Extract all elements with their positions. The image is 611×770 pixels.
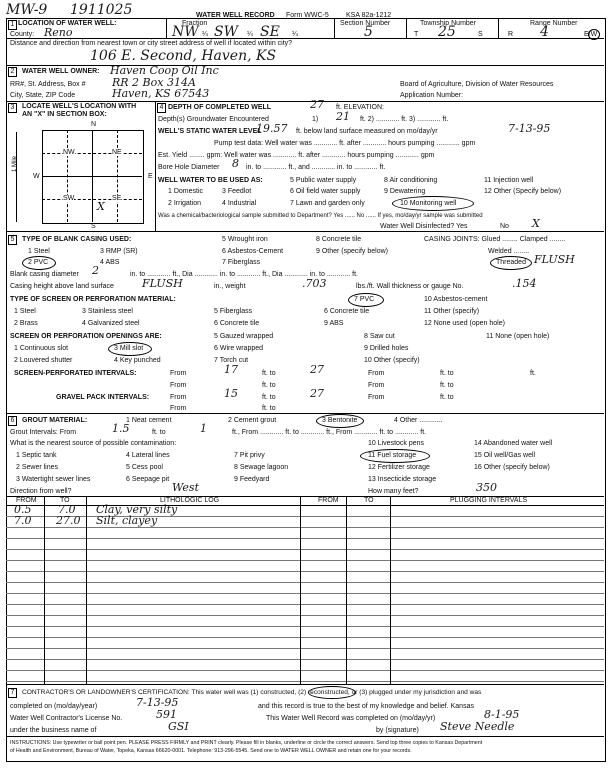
use-label: WELL WATER TO BE USED AS: (158, 177, 263, 184)
quad-ne: NE (112, 149, 122, 156)
owner-value[interactable]: Haven Coop Oil Inc (110, 64, 219, 77)
spi-ft: ft. (530, 370, 536, 377)
section-4-number: 4 (157, 103, 166, 113)
open-3[interactable]: 3 Mill slot (114, 345, 144, 352)
log-row-line (6, 626, 604, 627)
log-header-to2: TO (364, 497, 374, 504)
source-8[interactable]: 8 Sewage lagoon (234, 464, 289, 471)
pvc-circle (22, 256, 56, 270)
source-1[interactable]: 1 Septic tank (16, 452, 57, 459)
source-5[interactable]: 5 Cess pool (126, 464, 163, 471)
weight-value[interactable]: .703 (302, 277, 327, 290)
compass-w: W (33, 173, 40, 180)
log-row-line (6, 582, 604, 583)
welded-label: Welded ........ (488, 248, 530, 255)
form-title: WATER WELL RECORD (196, 12, 275, 19)
casing-8[interactable]: 8 Concrete tile (316, 236, 362, 243)
section-2-number: 2 (8, 67, 17, 77)
log-row-2-desc[interactable]: Silt, clayey (96, 514, 158, 527)
casing-3[interactable]: 3 RMP (SR) (100, 248, 138, 255)
log-row-line (6, 648, 604, 649)
casing-9[interactable]: 9 Other (specify below) (316, 248, 388, 255)
gpi-to3-label: ft. to (262, 405, 276, 412)
height-label: Casing height above land surface (10, 283, 114, 290)
open-6[interactable]: 6 Wire wrapped (214, 345, 264, 352)
howmany-value[interactable]: 350 (476, 481, 497, 494)
source-6[interactable]: 6 Seepage pit (126, 476, 170, 483)
fraction-2[interactable]: SW (214, 24, 238, 40)
source-14[interactable]: 14 Abandoned water well (474, 440, 553, 447)
distance-label: Distance and direction from nearest town or city street address of well if located within city? (10, 40, 293, 47)
grout-rest: ft., From ............ ft. to ............ ft., From ............ ft. to ............ ft. (232, 429, 427, 436)
screen-6[interactable]: 6 Concrete tile (214, 320, 260, 327)
gpi-to[interactable]: 27 (310, 387, 324, 400)
mill-slot-circle (108, 342, 152, 356)
static-rest: ft. below land surface measured on mo/day/yr (296, 128, 438, 135)
joints-label: CASING JOINTS: Glued ........ Clamped ........ (424, 236, 566, 243)
spi-to3-label: ft. to (262, 382, 276, 389)
no-mark[interactable]: X (532, 217, 540, 230)
diameter-value[interactable]: 2 (92, 264, 99, 277)
grout-1[interactable]: 1 Neat cement (126, 417, 172, 424)
range-number[interactable]: 4 (540, 24, 549, 40)
quarter-2: ¼ (247, 31, 253, 38)
diameter-label: Blank casing diameter (10, 271, 79, 278)
threaded-label[interactable]: Threaded (496, 259, 526, 266)
spi-to-label: ft. to (262, 370, 276, 377)
bore-value[interactable]: 8 (232, 157, 239, 170)
depth-value[interactable]: 27 (310, 98, 324, 111)
use-9[interactable]: 9 Dewatering (384, 188, 426, 195)
fuel-storage-circle (360, 449, 430, 463)
bore-label: Bore Hole Diameter (158, 164, 220, 171)
static-date[interactable]: 7-13-95 (508, 122, 551, 135)
open-9[interactable]: 9 Drilled holes (364, 345, 409, 352)
grout-to[interactable]: 1 (200, 422, 207, 435)
source-2[interactable]: 2 Sewer lines (16, 464, 59, 471)
groundwater-label: Depth(s) Groundwater Encountered (158, 116, 269, 123)
log-row-line (6, 615, 604, 616)
section-6-number: 6 (8, 416, 17, 426)
no-label: No (500, 223, 509, 230)
log-header-from: FROM (16, 497, 37, 504)
county-value[interactable]: Reno (44, 26, 73, 39)
gpi-label: GRAVEL PACK INTERVALS: (56, 394, 150, 401)
height-value[interactable]: FLUSH (142, 277, 183, 290)
source-12[interactable]: 12 Fertilizer storage (368, 464, 430, 471)
location-x-mark[interactable]: X (97, 200, 105, 213)
compass-n: N (91, 121, 97, 128)
bentonite-circle (316, 414, 364, 428)
completed-value[interactable]: 7-13-95 (136, 696, 179, 709)
location-label: LOCATION OF WATER WELL: (18, 20, 117, 27)
disinfected-label: Water Well Disinfected? Yes (380, 223, 468, 230)
compass-e: E (148, 173, 153, 180)
quad-se: SE (112, 195, 122, 202)
use-6[interactable]: 6 Oil field water supply (290, 188, 361, 195)
open-8[interactable]: 8 Saw cut (364, 333, 395, 340)
section-number-label: Section Number (340, 20, 391, 27)
screen-2[interactable]: 2 Brass (14, 320, 38, 327)
casing-1[interactable]: 1 Steel (28, 248, 50, 255)
source-4[interactable]: 4 Lateral lines (126, 452, 170, 459)
quarter-3: ¼ (292, 31, 298, 38)
diameter-rest: in. to ............ ft., Dia ............ in. to ............ ft., Dia ............ in. to ............ ft. (130, 271, 358, 278)
section-box (42, 130, 144, 224)
casing-6[interactable]: 6 Asbestos-Cement (222, 248, 284, 255)
mile-label: 1 Mile (12, 155, 18, 172)
log-row-line (6, 527, 604, 528)
open-10[interactable]: 10 Other (specify) (364, 357, 420, 364)
grout-3[interactable]: 3 Bentonite (322, 417, 358, 424)
screen-3[interactable]: 3 Stainless steel (82, 308, 133, 315)
log-header-to: TO (60, 497, 70, 504)
r-prefix: R (508, 31, 514, 38)
constructed-circle (308, 686, 356, 699)
application-label: Application Number: (400, 92, 464, 99)
log-header-plugging: PLUGGING INTERVALS (450, 497, 528, 504)
log-row-line (6, 560, 604, 561)
static-label: WELL'S STATIC WATER LEVEL (158, 128, 262, 135)
ksa-number: KSA 82a-1212 (346, 12, 392, 19)
grout-from[interactable]: 1.5 (112, 422, 130, 435)
spi-to2-label: ft. to (440, 370, 454, 377)
record-label: This Water Well Record was completed on (mo/day/yr) (266, 715, 436, 722)
address-value[interactable]: 106 E. Second, Haven, KS (90, 48, 277, 64)
direction-value[interactable]: West (172, 481, 199, 494)
grout-label: GROUT MATERIAL: (22, 417, 88, 424)
source-label: What is the nearest source of possible contamination: (10, 440, 177, 447)
locate-label-1: LOCATE WELL'S LOCATION WITH (22, 103, 137, 110)
log-header-from2: FROM (318, 497, 339, 504)
use-2[interactable]: 2 Irrigation (168, 200, 202, 207)
open-11[interactable]: 11 None (open hole) (486, 333, 550, 340)
gpi-to2-label: ft. to (440, 394, 454, 401)
rr-value[interactable]: RR 2 Box 314A (112, 76, 196, 89)
log-row-line (6, 549, 604, 550)
casing-2[interactable]: 2 PVC (28, 259, 49, 266)
screen-1[interactable]: 1 Steel (14, 308, 36, 315)
ew-label: E/W (584, 31, 598, 38)
code-handwritten: 1911025 (70, 2, 133, 18)
direction-label: Direction from well? (10, 488, 72, 495)
source-10[interactable]: 10 Livestock pens (368, 440, 425, 447)
screen-4[interactable]: 4 Galvanized steel (82, 320, 140, 327)
est-yield: Est. Yield ........ gpm: Well water was ............ ft. after ............ hours pumping ............ gpm (158, 152, 435, 159)
grout-to-label: ft. to (152, 429, 166, 436)
gw1-num: 1) (312, 116, 319, 123)
gpi-from3-label: From (170, 405, 187, 412)
open-1[interactable]: 1 Continuous slot (14, 345, 69, 352)
log-row-line (6, 659, 604, 660)
fraction-1[interactable]: NW (172, 24, 199, 40)
groundwater-rest: ft. 2) ............ ft. 3) ............ ft. (360, 116, 449, 123)
screen-8[interactable]: 6 Concrete tile (324, 308, 370, 315)
section-1-number: 1 (8, 20, 17, 30)
city-value[interactable]: Haven, KS 67543 (112, 87, 210, 100)
spi-from3-label: From (170, 382, 187, 389)
screen-12[interactable]: 12 None used (open hole) (424, 320, 505, 327)
log-row-1-from[interactable]: 0.5 (14, 503, 32, 516)
use-3[interactable]: 3 Feedlot (222, 188, 252, 195)
use-8[interactable]: 8 Air conditioning (384, 177, 438, 184)
screen-label: TYPE OF SCREEN OR PERFORATION MATERIAL: (10, 296, 176, 303)
log-row-1-desc[interactable]: Clay, very silty (96, 503, 178, 516)
township-number[interactable]: 25 (438, 24, 456, 40)
quarter-1: ¼ (202, 31, 208, 38)
range-label: Range Number (530, 20, 578, 27)
record-date[interactable]: 8-1-95 (484, 708, 520, 721)
section-7-number: 7 (8, 688, 17, 698)
city-label: City, State, ZIP Code (10, 92, 76, 99)
static-value[interactable]: 19.57 (256, 122, 288, 135)
source-3[interactable]: 3 Watertight sewer lines (16, 476, 91, 483)
section-3-number: 3 (8, 103, 17, 113)
form-number: Form WWC-5 (286, 12, 329, 19)
spi-from[interactable]: 17 (224, 363, 238, 376)
log-row-2-from[interactable]: 7.0 (14, 514, 32, 527)
certification-label: CONTRACTOR'S OR LANDOWNER'S CERTIFICATION: This water well was (1) constructed, (2) reconstructed, or (3) plugged under my jurisdiction and was (22, 689, 482, 696)
signature-value[interactable]: Steve Needle (440, 720, 515, 733)
owner-label: WATER WELL OWNER: (22, 68, 100, 75)
instructions-line-1: INSTRUCTIONS: Use typewriter or ball point pen. PLEASE PRESS FIRMLY and PRINT clearly. Please fill in blanks, underline or circle the correct answers. Send top three copies to Kansas Department (10, 740, 483, 746)
openings-label: SCREEN OR PERFORATION OPENINGS ARE: (10, 333, 162, 340)
gpi-from[interactable]: 15 (224, 387, 238, 400)
open-2[interactable]: 2 Louvered shutter (14, 357, 73, 364)
depth-label: DEPTH OF COMPLETED WELL (168, 104, 272, 111)
log-row-line (6, 571, 604, 572)
screen-5[interactable]: 5 Fiberglass (214, 308, 253, 315)
pump-test: Pump test data: Well water was ............ ft. after ............ hours pumping ............ gpm (214, 140, 476, 147)
casing-4[interactable]: 4 ABS (100, 259, 120, 266)
open-5[interactable]: 5 Gauzed wrapped (214, 333, 274, 340)
license-label: Water Well Contractor's License No. (10, 715, 123, 722)
rr-label: RR#, St. Address, Box # (10, 81, 86, 88)
screen-7[interactable]: 7 PVC (354, 296, 375, 303)
section-number[interactable]: 5 (364, 24, 373, 40)
t-prefix: T (414, 31, 419, 38)
well-id-handwritten: MW-9 (6, 2, 48, 18)
log-header-lithologic: LITHOLOGIC LOG (160, 497, 220, 504)
use-10[interactable]: 10 Monitoring well (400, 200, 457, 207)
quad-sw: SW (63, 195, 75, 202)
screen-pvc-circle (348, 293, 384, 307)
howmany-label: How many feet? (368, 488, 419, 495)
quad-nw: NW (63, 149, 75, 156)
board-label: Board of Agriculture, Division of Water Resources (400, 81, 554, 88)
chem-label: Was a chemical/bacteriological sample submitted to Department? Yes ...... No ...... If yes, mo/day/yr sample was submitted (158, 213, 483, 219)
elevation-label: ft. ELEVATION: (336, 104, 384, 111)
source-9[interactable]: 9 Feedyard (234, 476, 270, 483)
spi-label: SCREEN-PERFORATED INTERVALS: (14, 370, 137, 377)
use-12[interactable]: 12 Other (Specify below) (484, 188, 562, 195)
spi-to4-label: ft. to (440, 382, 454, 389)
compass-s: S (91, 223, 96, 230)
use-5[interactable]: 5 Public water supply (290, 177, 357, 184)
gauge-value[interactable]: .154 (512, 277, 537, 290)
screen-10[interactable]: 10 Asbestos-cement (424, 296, 488, 303)
completed-label: completed on (mo/day/year) (10, 703, 98, 710)
locate-label-2: AN "X" IN SECTION BOX: (22, 111, 107, 118)
log-row-line (6, 538, 604, 539)
spi-from4-label: From (368, 382, 385, 389)
section-5-number: 5 (8, 235, 17, 245)
source-16[interactable]: 16 Other (specify below) (474, 464, 550, 471)
log-row-line (6, 681, 604, 682)
use-11[interactable]: 11 Injection well (484, 177, 534, 184)
grout-int-label: Grout Intervals: From (10, 429, 77, 436)
spi-from-label: From (170, 370, 187, 377)
true-label: and this record is true to the best of my knowledge and belief. Kansas (258, 703, 474, 710)
monitoring-well-circle (392, 196, 474, 211)
casing-7[interactable]: 7 Fiberglass (222, 259, 261, 266)
log-row-line (6, 604, 604, 605)
use-1[interactable]: 1 Domestic (168, 188, 204, 195)
s-suffix: S (478, 31, 483, 38)
county-label: County: (10, 31, 35, 38)
spi-from2-label: From (368, 370, 385, 377)
source-11[interactable]: 11 Fuel storage (368, 452, 417, 459)
license-value[interactable]: 591 (156, 708, 177, 721)
casing-label: TYPE OF BLANK CASING USED: (22, 236, 132, 243)
log-row-line (6, 637, 604, 638)
source-7[interactable]: 7 Pit privy (234, 452, 265, 459)
gpi-from-label: From (170, 394, 187, 401)
fraction-3[interactable]: SE (260, 24, 280, 40)
groundwater-1[interactable]: 21 (336, 110, 350, 123)
bore-rest: in. to ............ ft., and ............ in. to ............ ft. (246, 164, 386, 171)
spi-to[interactable]: 27 (310, 363, 324, 376)
threaded-flush[interactable]: FLUSH (534, 253, 575, 266)
grout-2[interactable]: 2 Cement grout (228, 417, 277, 424)
signature-label: by (signature) (376, 727, 419, 734)
threaded-circle (490, 256, 532, 270)
gpi-to-label: ft. to (262, 394, 276, 401)
township-label: Township Number (420, 20, 477, 27)
fraction-label: Fraction (182, 20, 208, 27)
business-value[interactable]: GSI (168, 720, 189, 733)
source-13[interactable]: 13 Insecticide storage (368, 476, 437, 483)
log-row-line (6, 593, 604, 594)
use-4[interactable]: 4 Industrial (222, 200, 257, 207)
source-15[interactable]: 15 Oil well/Gas well (474, 452, 536, 459)
gpi-from2-label: From (368, 394, 385, 401)
business-label: under the business name of (10, 727, 97, 734)
log-row-1-to[interactable]: 7.0 (58, 503, 76, 516)
use-7[interactable]: 7 Lawn and garden only (290, 200, 365, 207)
open-4[interactable]: 4 Key punched (114, 357, 161, 364)
instructions-line-2: of Health and Environment, Bureau of Water, Topeka, Kansas 66620-0001. Telephone: 913-296-5545. Send one to WATER WELL OWNER and retain one for your records. (10, 748, 412, 754)
screen-9[interactable]: 9 ABS (324, 320, 344, 327)
open-7[interactable]: 7 Torch cut (214, 357, 249, 364)
log-row-2-to[interactable]: 27.0 (56, 514, 81, 527)
grout-4[interactable]: 4 Other ............ (394, 417, 443, 424)
weight-label: in., weight (214, 283, 246, 290)
log-row-line (6, 670, 604, 671)
screen-11[interactable]: 11 Other (specify) (424, 308, 480, 315)
weight-rest: lbs./ft. Wall thickness or gauge No. (356, 283, 464, 290)
casing-5[interactable]: 5 Wrought iron (222, 236, 268, 243)
